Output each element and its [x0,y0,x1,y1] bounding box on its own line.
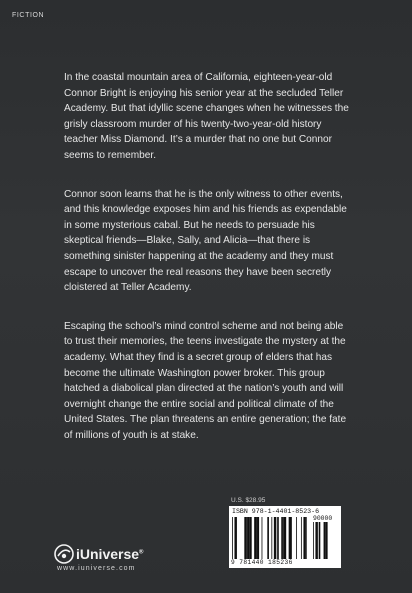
genre-label: FICTION [12,12,45,19]
publisher-logo [54,544,143,564]
addon-barcode [313,522,339,559]
blurb-text [64,70,354,466]
publisher-url: www.iuniverse.com [57,565,136,572]
blurb-paragraph-1: In the coastal mountain area of California, eighteen-year-old Connor Bright is enjoying his senior year at the secluded Teller Academy. But that idyllic scene changes when he witnesses the grisly classroom murder of his twenty-two-year-old history teacher Miss Diamond. It’s a murder that no one but Connor seems to remember. [64,72,349,161]
publisher-name: iUniverse® [76,546,144,562]
barcode-panel [229,506,341,568]
blurb-paragraph-2: Connor soon learns that he is the only witness to other events, and this knowledge exposes him and his friends as expendable in some mysterious cabal. But he needs to persuade his skeptical friends—Blake, Sally, and Alicia—that there is something sinister happening at the academy and they must escape to uncover the real reasons they have been secretly cloistered at Teller Academy. [64,188,347,294]
price-label: U.S. $28.95 [231,497,266,504]
ean-barcode [232,517,310,559]
ean-digits: 9 781440 185236 [231,559,293,566]
iuniverse-swirl-icon [54,544,74,564]
isbn-number: ISBN 978-1-4401-8523-6 [232,508,320,515]
addon-code: 90000 [313,515,333,522]
blurb-paragraph-3: Escaping the school’s mind control scheme and not being able to trust their memories, the teens investigate the mystery at the academy. What they find is a secret group of elders that has become the ultimate Washington power broker. This group hatched a diabolical plan directed at the nation’s youth and will overnight change the entire social and political climate of the United States. The plan threatens an entire generation; the fate of millions of youth is at stake. [64,320,347,441]
